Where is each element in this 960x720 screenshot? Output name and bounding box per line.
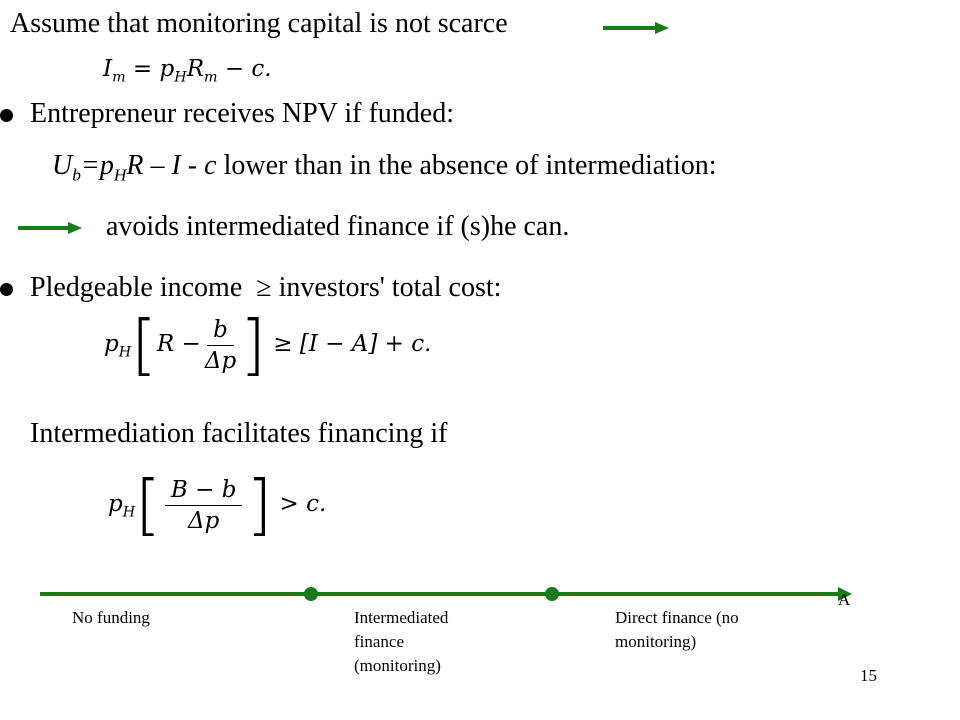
facilitation-inequality: $p_H$[ $\frac{B - b}{\Delta p}$ ] > c. <box>108 466 327 543</box>
axis-end-label: A <box>838 590 851 609</box>
npv-bullet-text: Entrepreneur receives NPV if funded: <box>30 98 454 129</box>
facilitates-text: Intermediation facilitates financing if <box>30 418 448 449</box>
region-label-no-funding: No funding <box>72 608 150 627</box>
axis-threshold-dot <box>545 587 559 601</box>
pledgeable-inequality: $p_H[R$ − $\frac{b}{\Delta p}$ ] ≥ [I − A] + c. <box>104 306 432 383</box>
arrow-right-icon <box>603 20 669 36</box>
financing-axis <box>40 583 852 605</box>
region-label-direct: Direct finance (no monitoring) <box>615 608 739 651</box>
region-label-intermediated: Intermediated finance (monitoring) <box>354 608 449 675</box>
bullet-dot <box>0 283 13 296</box>
avoids-text: avoids intermediated finance if (s)he can. <box>106 211 570 242</box>
monitor-income-equation: $I_m = p_HR_m - c$. <box>103 56 272 86</box>
arrow-right-icon <box>18 220 82 236</box>
bullet-dot <box>0 109 13 122</box>
ub-line: $U_b=p_HR - I - c$ lower than in the absence of intermediation: <box>52 150 717 185</box>
pledgeable-bullet: Pledgeable income ≥ investors' total cost: <box>30 272 502 303</box>
page-number: 15 <box>860 666 877 685</box>
slide-heading: Assume that monitoring capital is not scarce <box>10 8 508 39</box>
axis-threshold-dot <box>304 587 318 601</box>
